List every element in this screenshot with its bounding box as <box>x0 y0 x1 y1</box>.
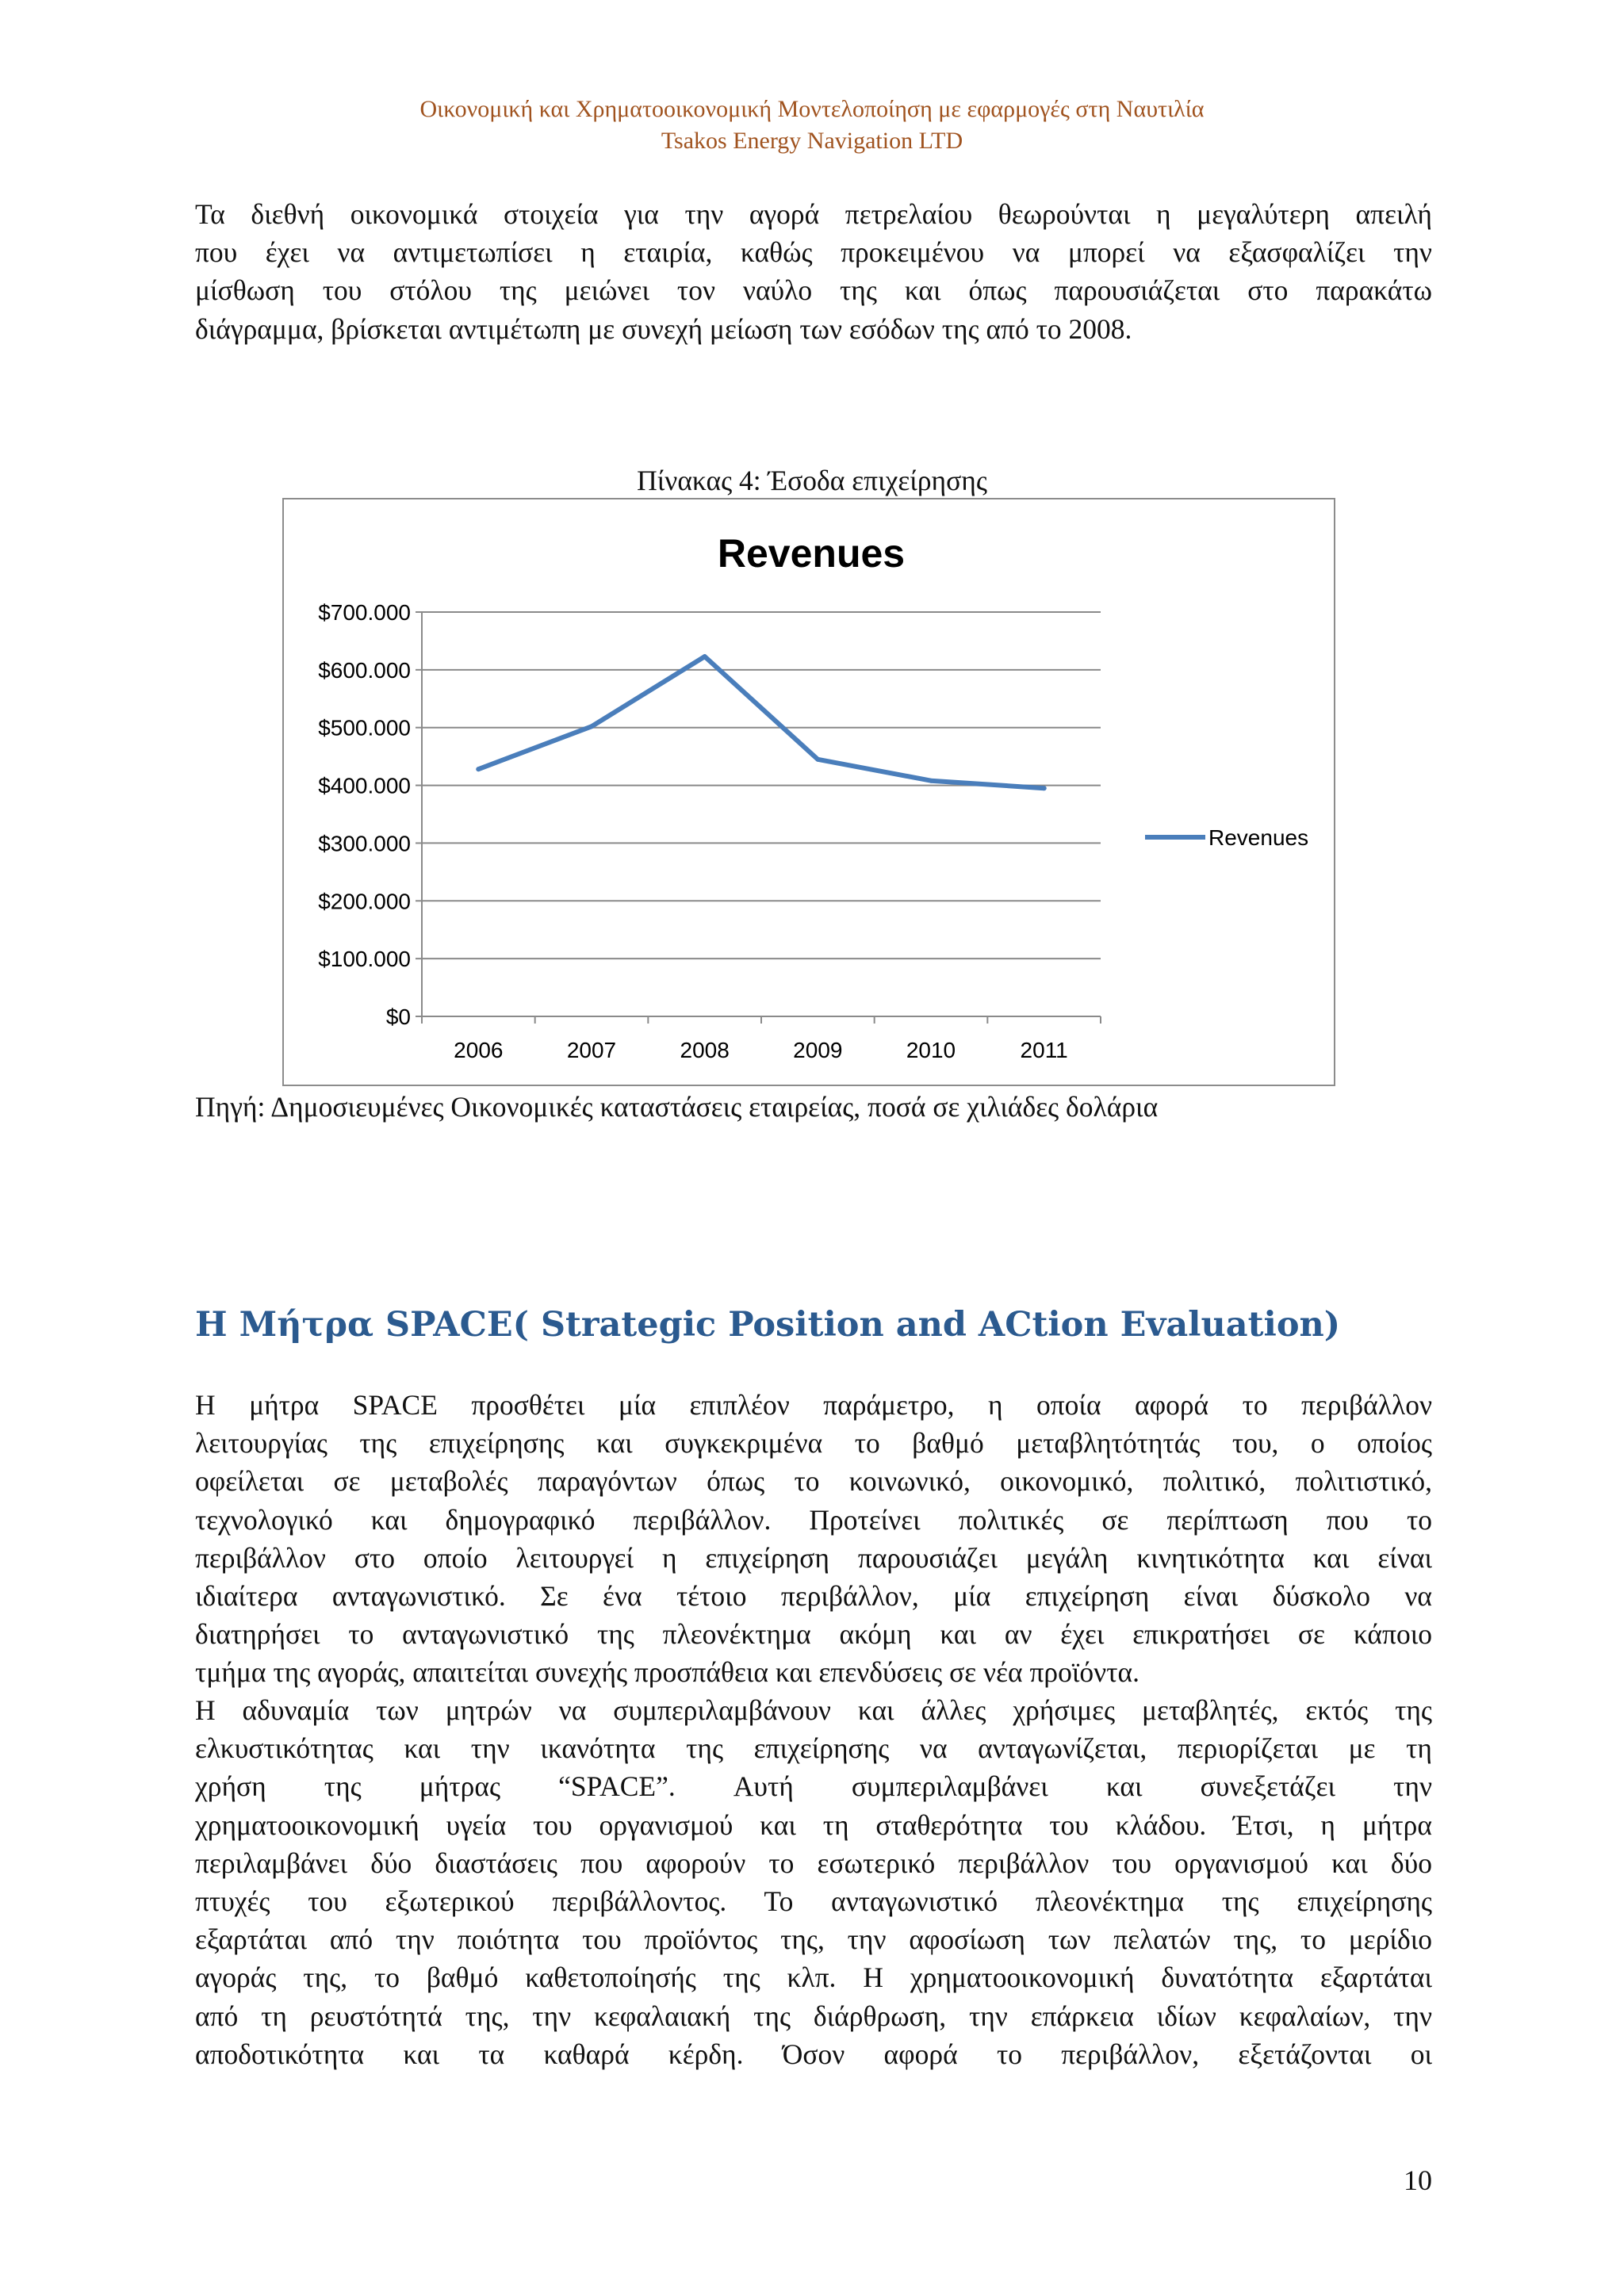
chart-title: Revenues <box>717 531 906 576</box>
intro-line: που έχει να αντιμετωπίσει η εταιρία, καθώς προκειμένου να μπορεί να εξασφαλίζει την <box>195 236 1432 269</box>
x-tick-label: 2011 <box>1020 1038 1068 1062</box>
header-title: Οικονομική και Χρηματοοικονομική Μοντελοποίηση με εφαρμογές στη Ναυτιλία <box>419 96 1205 122</box>
figure-source: Πηγή: Δημοσιευμένες Οικονομικές καταστάσεις εταιρείας, ποσά σε χιλιάδες δολάρια <box>195 1091 1159 1123</box>
y-tick-label: $0 <box>385 1004 411 1029</box>
section-heading: Η Μήτρα SPACE( Strategic Position and ACtion Evaluation) <box>195 1305 1341 1345</box>
figure-caption: Πίνακας 4: Έσοδα επιχείρησης <box>637 465 987 496</box>
intro-paragraph <box>195 195 1432 348</box>
space-line: χρήση της μήτρας “SPACE”. Αυτή συμπεριλαμβάνει και συνεξετάζει την <box>195 1770 1432 1803</box>
y-tick-label: $200.000 <box>318 889 411 914</box>
space-line: αγοράς της, το βαθμό καθετοποίησής της κλπ. Η χρηματοοικονομική δυνατότητα εξαρτάται <box>195 1961 1432 1994</box>
space-paragraph-2 <box>195 1691 1432 2073</box>
x-tick-label: 2006 <box>454 1038 504 1062</box>
space-line: οφείλεται σε μεταβολές παραγόντων όπως το κοινωνικό, οικονομικό, πολιτικό, πολιτιστικό, <box>195 1465 1432 1498</box>
space-line: περιβάλλον στο οποίο λειτουργεί η επιχείρηση παρουσιάζει μεγάλη κινητικότητα και είναι <box>195 1541 1432 1574</box>
series-line-revenues <box>478 656 1044 788</box>
data-point <box>476 767 481 771</box>
data-point <box>1042 786 1047 790</box>
intro-line: διάγραμμα, βρίσκεται αντιμέτωπη με συνεχή μείωση των εσόδων της από το 2008. <box>195 312 1132 345</box>
intro-line: Τα διεθνή οικονομικά στοιχεία για την αγορά πετρελαίου θεωρούνται η μεγαλύτερη απειλή <box>195 198 1432 230</box>
y-tick-label: $300.000 <box>318 831 411 856</box>
space-line: λειτουργίας της επιχείρησης και συγκεκριμένα το βαθμό μεταβλητότητάς του, ο οποίος <box>195 1427 1432 1460</box>
data-point <box>703 654 707 659</box>
y-tick-label: $100.000 <box>318 947 411 972</box>
space-line: διατηρήσει το ανταγωνιστικό της πλεονέκτημα ακόμη και αν έχει επικρατήσει σε κάποιο <box>195 1618 1432 1651</box>
space-line: πτυχές του εξωτερικού περιβάλλοντος. Το ανταγωνιστικό πλεονέκτημα της επιχείρησης <box>195 1885 1432 1918</box>
running-header <box>0 94 1624 157</box>
revenues-chart <box>282 498 1335 1086</box>
data-point <box>815 757 820 762</box>
y-tick-label: $600.000 <box>318 657 411 683</box>
data-point <box>929 779 933 783</box>
space-line: τμήμα της αγοράς, απαιτείται συνεχής προσπάθεια και επενδύσεις σε νέα προϊόντα. <box>195 1656 1139 1689</box>
intro-line: μίσθωση του στόλου της μειώνει τον ναύλο της και όπως παρουσιάζεται στο παρακάτω <box>195 274 1432 307</box>
x-tick-label: 2010 <box>906 1038 956 1062</box>
space-line: ιδιαίτερα ανταγωνιστικό. Σε ένα τέτοιο περιβάλλον, μία επιχείρηση είναι δύσκολο να <box>195 1580 1432 1613</box>
space-line: εξαρτάται από την ποιότητα του προϊόντος της, την αφοσίωση των πελατών της, το μερίδιο <box>195 1923 1432 1956</box>
data-point <box>589 724 594 729</box>
space-line: ελκυστικότητας και την ικανότητα της επιχείρησης να ανταγωνίζεται, περιορίζεται με τη <box>195 1732 1432 1765</box>
space-line: χρηματοοικονομική υγεία του οργανισμού και τη σταθερότητα του κλάδου. Έτσι, η μήτρα <box>195 1808 1432 1841</box>
y-tick-label: $700.000 <box>318 600 411 625</box>
space-line: περιλαμβάνει δύο διαστάσεις που αφορούν το εσωτερικό περιβάλλον του οργανισμού και δύο <box>195 1846 1432 1879</box>
x-tick-label: 2008 <box>680 1038 730 1062</box>
space-line: Η αδυναμία των μητρών να συμπεριλαμβάνουν και άλλες χρήσιμες μεταβλητές, εκτός της <box>195 1694 1432 1726</box>
x-tick-label: 2007 <box>566 1038 617 1062</box>
y-tick-label: $400.000 <box>318 773 411 798</box>
space-line: τεχνολογικό και δημογραφικό περιβάλλον. Προτείνει πολιτικές σε περίπτωση που το <box>195 1503 1432 1536</box>
page-number: 10 <box>1404 2164 1432 2196</box>
space-line: από τη ρευστότητά της, την κεφαλαιακή της διάρθρωση, την επάρκεια ιδίων κεφαλαίων, την <box>195 1999 1432 2032</box>
space-line: Η μήτρα SPACE προσθέτει μία επιπλέον παράμετρο, η οποία αφορά το περιβάλλον <box>195 1389 1432 1421</box>
x-tick-label: 2009 <box>793 1038 843 1062</box>
legend-label: Revenues <box>1208 825 1309 850</box>
revenues-chart-svg <box>284 499 1334 1085</box>
space-paragraph-1 <box>195 1386 1432 1692</box>
header-company: Tsakos Energy Navigation LTD <box>661 128 963 154</box>
y-tick-label: $500.000 <box>318 715 411 740</box>
space-line: αποδοτικότητα και τα καθαρά κέρδη. Όσον αφορά το περιβάλλον, εξετάζονται οι <box>195 2038 1432 2070</box>
